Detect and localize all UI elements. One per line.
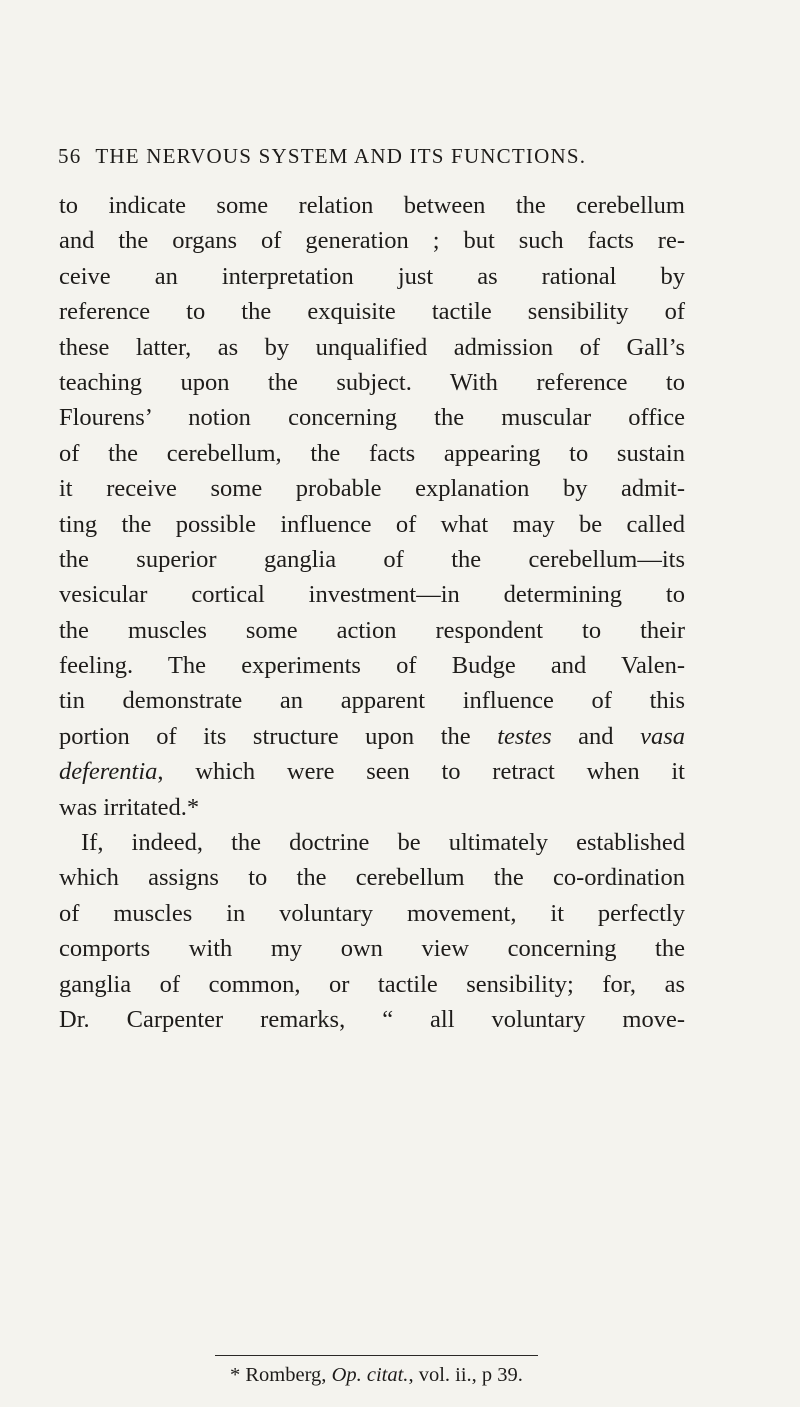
running-title: THE NERVOUS SYSTEM AND ITS FUNCTIONS. bbox=[95, 144, 587, 168]
text-line: tin demonstrate an apparent influence of this bbox=[59, 687, 685, 715]
text-line: these latter, as by unqualified admission of Gall’s bbox=[59, 333, 685, 361]
text-line bbox=[59, 719, 685, 754]
text-line: of muscles in voluntary movement, it perfectly bbox=[59, 899, 685, 927]
text-line: comports with my own view concerning the bbox=[59, 935, 685, 963]
text-line: ceive an interpretation just as rational by bbox=[59, 262, 685, 290]
footnote-text: , vol. ii., p 39. bbox=[408, 1364, 523, 1386]
text-line: teaching upon the subject. With reference to bbox=[59, 368, 685, 396]
footnote bbox=[230, 1364, 523, 1387]
footnote-text: * Romberg, bbox=[230, 1364, 332, 1386]
text-line: feeling. The experiments of Budge and Valen- bbox=[59, 652, 685, 680]
text-line: reference to the exquisite tactile sensibility of bbox=[59, 298, 685, 326]
running-header bbox=[58, 144, 698, 169]
text-line: ting the possible influence of what may be called bbox=[59, 510, 685, 538]
text-line: Flourens’ notion concerning the muscular office bbox=[59, 404, 685, 432]
text-line bbox=[59, 754, 685, 789]
italic-term-deferentia: deferentia bbox=[59, 758, 158, 786]
text-line: ganglia of common, or tactile sensibility; for, as bbox=[59, 970, 685, 998]
text-fragment: portion of its structure upon the bbox=[59, 722, 498, 750]
text-line: to indicate some relation between the cerebellum bbox=[59, 192, 685, 219]
text-line: Dr. Carpenter remarks, “ all voluntary move- bbox=[59, 1005, 685, 1033]
text-line: the muscles some action respondent to their bbox=[59, 616, 685, 644]
italic-term-vasa: vasa bbox=[640, 722, 685, 750]
text-line: vesicular cortical investment—in determining to bbox=[59, 581, 685, 609]
footnote-divider bbox=[215, 1355, 538, 1356]
text-line: the superior ganglia of the cerebellum—its bbox=[59, 545, 685, 573]
text-line: of the cerebellum, the facts appearing to sustain bbox=[59, 439, 685, 467]
page-number: 56 bbox=[58, 144, 82, 168]
text-line: which assigns to the cerebellum the co-ordination bbox=[59, 864, 685, 892]
paragraph-first-line: If, indeed, the doctrine be ultimately established bbox=[81, 829, 685, 857]
text-line: and the organs of generation ; but such facts re- bbox=[59, 227, 685, 255]
body-text bbox=[59, 188, 685, 1037]
text-line: it receive some probable explanation by admit- bbox=[59, 475, 685, 503]
text-fragment: and bbox=[551, 722, 641, 750]
text-line: was irritated.* bbox=[59, 793, 200, 821]
text-fragment: , which were seen to retract when it bbox=[157, 758, 685, 786]
italic-term-testes: testes bbox=[497, 722, 552, 750]
footnote-citation: Op. citat. bbox=[331, 1364, 409, 1386]
